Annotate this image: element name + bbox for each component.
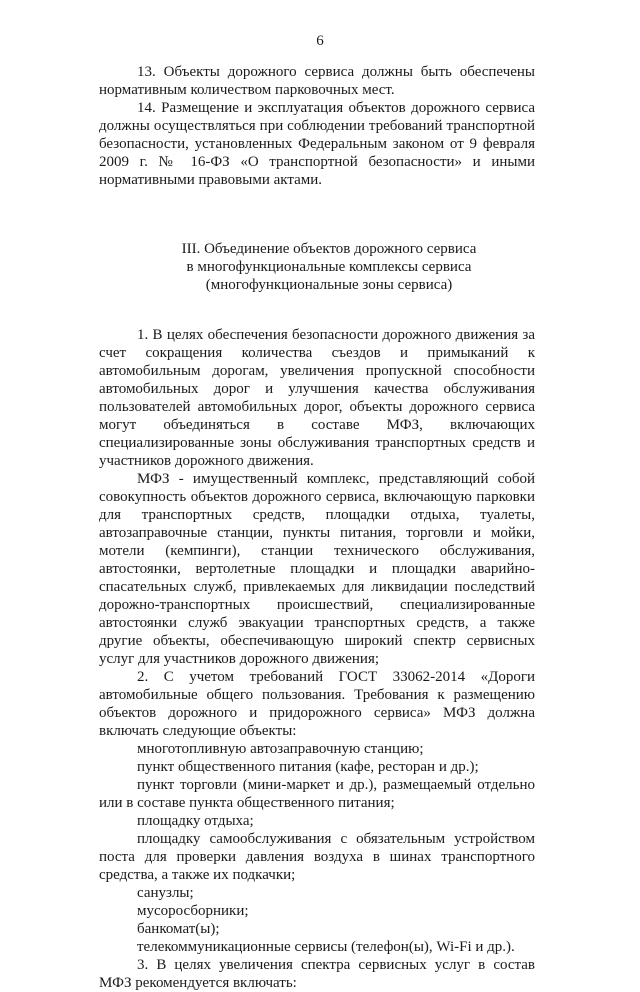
paragraph-3: 3. В целях увеличения спектра сервисных услуг в состав МФЗ рекомендуется включать: — [99, 957, 535, 991]
list-item: пункт общественного питания (кафе, ресторан и др.); — [137, 759, 479, 775]
paragraph-1: 1. В целях обеспечения безопасности дорожного движения за счет сокращения количества съездов и примыканий к автомобильным дорогам, увеличения пропускной способности автомобильных дорог и улучшения качества обслуживания пользователей автомобильных дорог, объекты дорожного сервиса могут объединяться в составе МФЗ, включающих специализированные зоны обслуживания транспортных средств и участников дорожного движения. — [99, 327, 535, 469]
list-item: пункт торговли (мини-маркет и др.), размещаемый отдельно или в составе пункта общественного питания; — [99, 777, 535, 811]
list-item: санузлы; — [137, 885, 194, 901]
paragraph-14: 14. Размещение и эксплуатация объектов дорожного сервиса должны осуществляться при соблюдении требований транспортной безопасности, установленных Федеральным законом от 9 февраля 2009 г. № 16-ФЗ «О транспортной безопасности» и иными нормативными правовыми актами. — [99, 100, 535, 188]
section-heading — [99, 240, 535, 294]
document-body — [99, 63, 535, 992]
paragraph-mfz-definition: МФЗ - имущественный комплекс, представляющий собой совокупность объектов дорожного сервиса, включающую парковки для транспортных средств, площадки отдыха, туалеты, автозаправочные станции, пункты питания, торговли и мойки, мотели (кемпинги), станции технического обслуживания, автостоянки, вертолетные площадки и площадки аварийно-спасательных служб, привлекаемых для ликвидации последствий дорожно-транспортных происшествий, специализированные автостоянки служб эвакуации транспортных средств, а также другие объекты, обеспечивающую широкий спектр сервисных услуг для участников дорожного движения; — [99, 471, 535, 667]
page-number: 6 — [316, 33, 324, 49]
list-item: площадку отдыха; — [137, 813, 254, 829]
list-item: телекоммуникационные сервисы (телефон(ы), Wi-Fi и др.). — [137, 939, 515, 955]
paragraph-2: 2. С учетом требований ГОСТ 33062-2014 «Дороги автомобильные общего пользования. Требования к размещению объектов дорожного и придорожного сервиса» МФЗ должна включать следующие объекты: — [99, 669, 535, 739]
list-item: банкомат(ы); — [137, 921, 220, 937]
list-item: мусоросборники; — [137, 903, 249, 919]
paragraph-13: 13. Объекты дорожного сервиса должны быть обеспечены нормативным количеством парковочных мест. — [99, 64, 535, 98]
list-item: многотопливную автозаправочную станцию; — [137, 741, 424, 757]
section-heading-line-2: в многофункциональные комплексы сервиса — [186, 259, 472, 275]
list-item: площадку самообслуживания с обязательным устройством поста для проверки давления воздуха в шинах транспортного средства, а также их подкачки; — [99, 831, 535, 883]
section-heading-line-3: (многофункциональные зоны сервиса) — [205, 277, 453, 293]
section-heading-line-1: III. Объединение объектов дорожного сервиса — [181, 241, 477, 257]
